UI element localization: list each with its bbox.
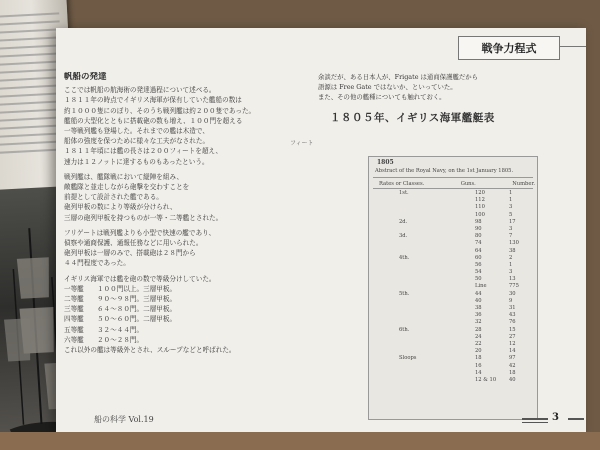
body-line: １８１１年頃には艦の長さは２００フィートを超え、 [64, 147, 223, 156]
body-line: 戦列艦は、艦隊戦において縦陣を組み、 [64, 172, 184, 181]
number-cell: 3 [509, 225, 513, 232]
body-line: 五等艦 ３２〜４４門。 [64, 325, 144, 334]
guns-cell: 56 [475, 261, 482, 268]
rate-cell: 6th. [399, 326, 410, 333]
body-line: 二等艦 ９０〜９８門。三層甲板。 [64, 295, 177, 304]
table-row [369, 283, 537, 290]
page-rule-right [568, 418, 584, 420]
intro-paragraph [318, 72, 578, 102]
number-cell: 1 [509, 190, 513, 196]
table-row [369, 255, 537, 262]
guns-cell: 32 [475, 319, 482, 326]
number-cell: 15 [509, 326, 516, 333]
col-header-number: Number. [512, 181, 535, 187]
guns-cell: 22 [475, 340, 482, 347]
table-title: １８０５年、イギリス海軍艦艇表 [330, 112, 495, 124]
body-line: 三層の砲列甲板を持つものが一等・二等艦とされた。 [64, 213, 223, 222]
guns-cell: 40 [475, 297, 482, 304]
guns-cell: 44 [475, 290, 482, 297]
number-cell: 12 [509, 340, 516, 347]
table-row [369, 377, 537, 384]
body-line: 六等艦 ２０〜２８門。 [64, 335, 144, 344]
rate-cell: 4th. [399, 254, 410, 261]
table-row [369, 348, 537, 355]
body-line: 艦船の大型化とともに搭載砲の数も増え、１００門を超える [64, 116, 243, 125]
guns-cell: 112 [475, 197, 485, 204]
table-row [369, 312, 537, 319]
table-row [369, 327, 537, 334]
number-cell: 27 [509, 333, 516, 340]
guns-cell: Line [475, 283, 487, 290]
number-cell: 9 [509, 297, 513, 304]
table-row [369, 248, 537, 255]
guns-cell: 110 [475, 204, 485, 211]
table-row [369, 363, 537, 370]
body-line: 砲列甲板は一層のみで、搭載砲は２８門から [64, 249, 196, 258]
navy-abstract-table [368, 156, 538, 420]
section-heading: 帆船の発達 [64, 72, 107, 82]
body-line: 約１０００隻にのぼり、そのうち戦列艦は約２００隻であった。 [64, 106, 256, 115]
number-cell: 76 [509, 319, 516, 326]
body-line: 一等艦 １００門以上。三層甲板。 [64, 284, 177, 293]
number-cell: 3 [509, 269, 513, 276]
book-page [56, 28, 586, 432]
guns-cell: 98 [475, 218, 482, 225]
table-row [369, 291, 537, 298]
number-cell: 1 [509, 197, 513, 204]
left-text-column [64, 72, 308, 410]
table-row [369, 305, 537, 312]
guns-cell: 12 & 10 [475, 376, 497, 383]
table-row [369, 370, 537, 377]
number-cell: 1 [509, 261, 513, 268]
table-row [369, 341, 537, 348]
body-line: 四等艦 ５０〜６０門。二層甲板。 [64, 315, 177, 324]
col-header-guns: Guns. [460, 181, 476, 187]
number-cell: 775 [509, 283, 519, 290]
number-cell: 38 [509, 247, 516, 254]
guns-cell: 24 [475, 333, 482, 340]
table-row [369, 319, 537, 326]
body-line: 前提として設計された艦である。 [64, 193, 163, 202]
table-row [369, 212, 537, 219]
table-rule-header [373, 188, 533, 189]
number-cell: 42 [509, 362, 516, 369]
body-line: ここでは帆船の航海術の発達過程について述べる。 [64, 86, 216, 95]
table-row [369, 240, 537, 247]
rate-cell: 1st. [399, 190, 409, 196]
tab-rule [559, 46, 586, 47]
body-line: 偵察や通商保護、通報任務などに用いられた。 [64, 239, 203, 248]
number-cell: 130 [509, 240, 519, 247]
page-number: 3 [552, 412, 559, 423]
number-cell: 43 [509, 312, 516, 319]
number-cell: 17 [509, 218, 516, 225]
rate-cell: 5th. [399, 290, 410, 297]
guns-cell: 16 [475, 362, 482, 369]
volume-label: 船の科学 Vol.19 [94, 415, 154, 424]
table-row [369, 190, 537, 197]
table-header-row [379, 181, 535, 187]
guns-cell: 64 [475, 247, 482, 254]
rate-cell: 2d. [399, 218, 408, 225]
guns-cell: 90 [475, 225, 482, 232]
number-cell: 18 [509, 369, 516, 376]
number-cell: 7 [509, 233, 513, 240]
body-line: 敵艦隊と並走しながら砲撃を交わすことを [64, 183, 190, 192]
number-cell: 31 [509, 305, 516, 311]
body-paragraphs [64, 85, 308, 355]
guns-cell: 14 [475, 369, 482, 376]
guns-cell: 28 [475, 326, 482, 333]
table-year: 1805 [377, 159, 394, 166]
body-line: これ以外の艦は等級外とされ、スループなどと呼ばれた。 [64, 346, 236, 355]
col-header-rates: Rates or Classes. [379, 181, 425, 187]
table-row [369, 262, 537, 269]
section-tab: 戦争力程式 [458, 36, 560, 60]
body-line: １８１１年の時点でイギリス海軍が保有していた艦船の数は [64, 96, 242, 105]
number-cell: 3 [509, 204, 513, 211]
page-footer [56, 408, 586, 432]
table-row [369, 219, 537, 226]
body-line: ４４門程度であった。 [64, 259, 130, 268]
table-caption: Abstract of the Royal Navy, on the 1st January 1805. [375, 168, 514, 174]
page-rule [522, 418, 548, 420]
guns-cell: 20 [475, 348, 482, 355]
number-cell: 5 [509, 211, 513, 218]
table-row [369, 204, 537, 211]
number-cell: 97 [509, 355, 516, 362]
intro-line: 余談だが、ある日本人が、Frigate は通商保護艦だから [318, 73, 479, 81]
guns-cell: 50 [475, 276, 482, 283]
number-cell: 13 [509, 276, 516, 283]
guns-cell: 36 [475, 312, 482, 319]
page-rule-thin [522, 422, 548, 423]
body-line: 船体の強度を保つために様々な工夫がなされた。 [64, 137, 210, 146]
desk-surface [0, 432, 600, 450]
guns-cell: 80 [475, 233, 482, 240]
number-cell: 2 [509, 254, 513, 261]
guns-cell: 18 [475, 355, 482, 362]
table-row [369, 197, 537, 204]
intro-line: 語源は Free Gate ではないか、といっていた。 [318, 83, 457, 91]
table-body [369, 190, 537, 384]
side-note: フィート [290, 140, 314, 147]
table-row [369, 298, 537, 305]
guns-cell: 60 [475, 254, 482, 261]
rate-cell: Sloops [399, 355, 417, 362]
table-row [369, 269, 537, 276]
number-cell: 40 [509, 376, 516, 383]
table-row [369, 276, 537, 283]
body-line: イギリス海軍では艦を砲の数で等級分けしていた。 [64, 274, 216, 283]
body-line: 砲列甲板の数により等級が分けられ、 [64, 203, 177, 212]
table-row [369, 233, 537, 240]
table-rule-top [373, 177, 533, 178]
guns-cell: 38 [475, 305, 482, 311]
number-cell: 14 [509, 348, 516, 355]
body-line: 一等戦列艦も登場した。それまでの艦は木造で、 [64, 127, 209, 136]
intro-line: また、その他の艦種についても触れておく。 [318, 93, 446, 101]
guns-cell: 120 [475, 190, 485, 196]
right-column [290, 72, 578, 412]
table-row [369, 334, 537, 341]
guns-cell: 100 [475, 211, 485, 218]
body-line: フリゲートは戦列艦よりも小型で快速の艦であり、 [64, 228, 216, 237]
number-cell: 30 [509, 290, 516, 297]
guns-cell: 74 [475, 240, 482, 247]
table-row [369, 355, 537, 362]
body-line: 速力は１２ノットに達するものもあったという。 [64, 157, 209, 166]
guns-cell: 54 [475, 269, 482, 276]
table-row [369, 226, 537, 233]
body-line: 三等艦 ６４〜８０門。二層甲板。 [64, 305, 177, 314]
rate-cell: 3d. [399, 233, 408, 240]
